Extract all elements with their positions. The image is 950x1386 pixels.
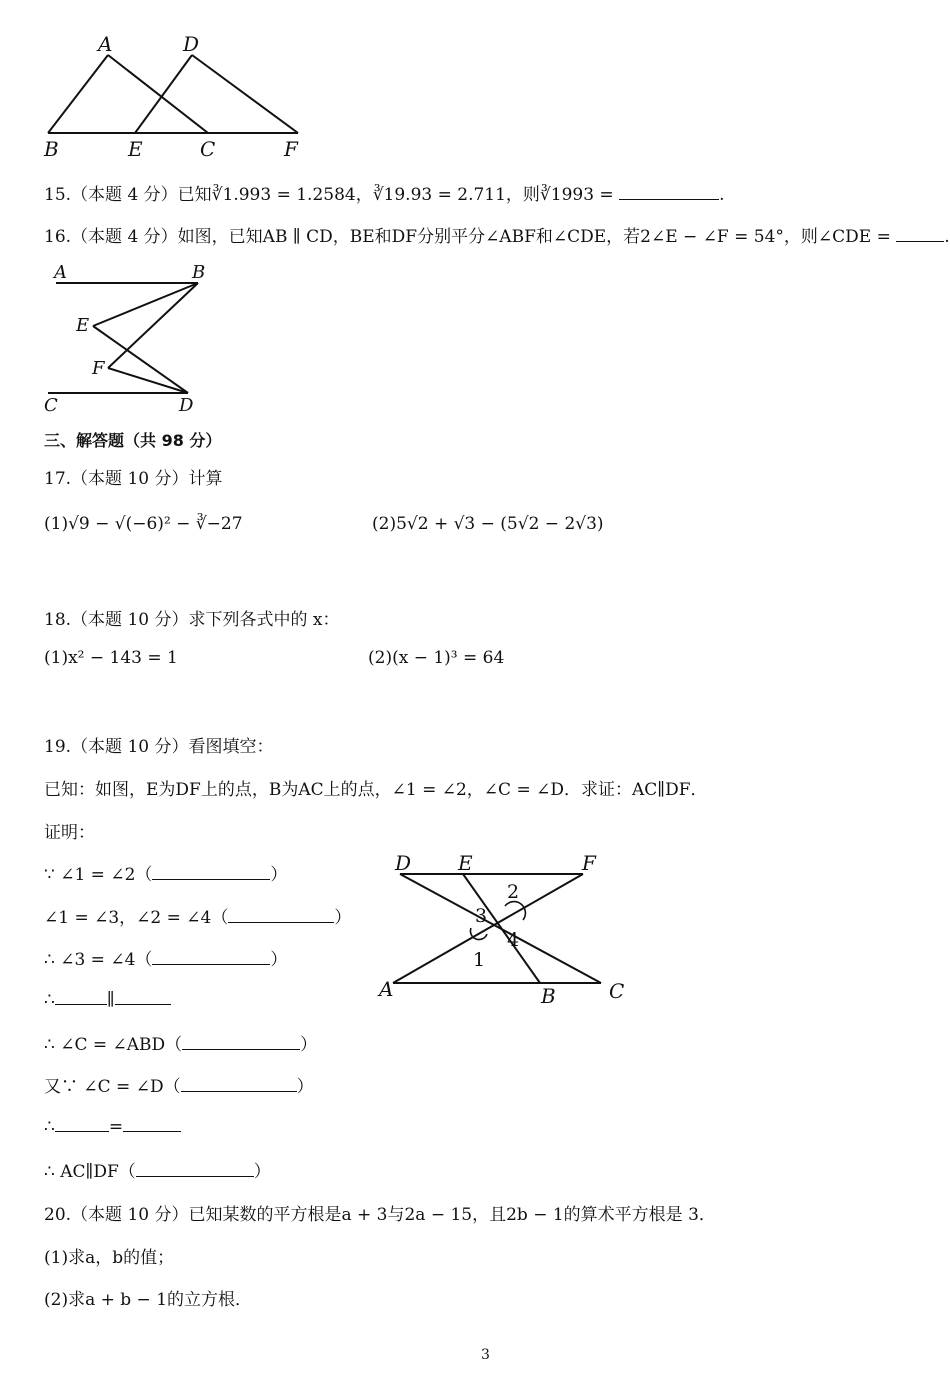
step-close: ） (300, 1035, 318, 1055)
step-close: ） (296, 1077, 314, 1097)
figure-q19-parallel (375, 848, 645, 1013)
proof-step-7 (44, 1115, 181, 1137)
step-close: ） (270, 865, 288, 885)
q16-suffix: . (944, 227, 950, 247)
step-close: ） (270, 950, 288, 970)
label-b: B (541, 984, 556, 1008)
reason-blank[interactable] (181, 1075, 297, 1092)
label-f: F (92, 358, 105, 379)
equals-symbol: = (108, 1117, 124, 1137)
label-d: D (183, 32, 200, 56)
label-c: C (200, 137, 216, 161)
label-c: C (609, 979, 625, 1003)
proof-step-3 (44, 945, 287, 970)
line-blank-2[interactable] (115, 988, 171, 1005)
parallel-symbol: ∥ (106, 990, 115, 1010)
question-19-title: 19.（本题 10 分）看图填空： (44, 737, 274, 757)
label-d: D (179, 395, 194, 416)
reason-blank[interactable] (136, 1160, 254, 1177)
q17-part-1: (1)√9 − √(−6)² − ∛−27 (44, 514, 243, 534)
q20-part-2: (2)求a + b − 1的立方根． (44, 1290, 253, 1310)
q19-proof-label: 证明： (44, 823, 95, 843)
question-15 (44, 180, 724, 205)
question-18-title: 18.（本题 10 分）求下列各式中的 x： (44, 610, 340, 630)
q18-part-1: (1)x² − 143 = 1 (44, 648, 178, 668)
reason-blank[interactable] (182, 1033, 300, 1050)
label-a: A (98, 32, 113, 56)
q16-body: AB ∥ CD，BE和DF分别平分∠ABF和∠CDE，若2∠E − ∠F = 54°，则∠CDE = (262, 227, 891, 247)
proof-step-1 (44, 860, 287, 885)
label-f: F (284, 137, 298, 161)
q18-part-2: (2)(x − 1)³ = 64 (368, 648, 505, 668)
figure-triangles-abc-def (40, 28, 320, 163)
label-b: B (192, 262, 206, 283)
step-close: ） (253, 1162, 271, 1182)
angle-blank-1[interactable] (55, 1115, 109, 1132)
step-text: ∠1 = ∠3，∠2 = ∠4（ (44, 908, 229, 928)
angle-label-3: 3 (475, 905, 488, 927)
proof-step-6 (44, 1072, 314, 1097)
step-text: ∴ ∠3 = ∠4（ (44, 950, 153, 970)
section-heading: 三、解答题（共 98 分） (44, 431, 222, 450)
proof-step-8 (44, 1157, 271, 1182)
step-text: ∴ ∠C = ∠ABD（ (44, 1035, 183, 1055)
label-e: E (458, 851, 473, 875)
question-20-title: 20.（本题 10 分）已知某数的平方根是a + 3与2a − 15，且2b − 1的算术平方根是 3． (44, 1205, 716, 1225)
label-f: F (582, 851, 596, 875)
label-e: E (76, 315, 90, 336)
q15-answer-blank[interactable] (619, 183, 719, 200)
label-e: E (128, 137, 143, 161)
proof-step-2 (44, 903, 351, 928)
step-text: ∴ AC∥DF（ (44, 1162, 136, 1182)
label-b: B (44, 137, 59, 161)
q16-prefix: 16.（本题 4 分）如图，已知 (44, 227, 263, 247)
label-a: A (379, 977, 394, 1001)
label-a: A (54, 262, 67, 283)
reason-blank[interactable] (152, 863, 270, 880)
step-text: ∵ ∠1 = ∠2（ (44, 865, 153, 885)
angle-label-4: 4 (507, 929, 520, 951)
label-c: C (44, 395, 58, 416)
angle-label-2: 2 (507, 881, 520, 903)
angle-blank-2[interactable] (123, 1115, 181, 1132)
step-text: 又∵ ∠C = ∠D（ (44, 1077, 181, 1097)
q15-body: ∛1.993 = 1.2584，∛19.93 = 2.711，则∛1993 = (211, 185, 614, 205)
line-blank-1[interactable] (55, 988, 107, 1005)
q15-suffix: . (719, 185, 725, 205)
label-d: D (395, 851, 412, 875)
q15-prefix: 15.（本题 4 分）已知 (44, 185, 212, 205)
angle-label-1: 1 (473, 949, 486, 971)
q19-given: 已知：如图，E为DF上的点，B为AC上的点，∠1 = ∠2，∠C = ∠D．求证：AC∥DF． (44, 780, 708, 800)
step-text: ∴ (44, 990, 55, 1010)
reason-blank[interactable] (228, 906, 334, 923)
q16-answer-blank[interactable] (896, 225, 944, 242)
question-16 (44, 222, 950, 247)
question-17-title: 17.（本题 10 分）计算 (44, 469, 223, 489)
proof-step-5 (44, 1030, 317, 1055)
step-close: ） (334, 908, 352, 928)
q20-part-1: (1)求a，b的值； (44, 1248, 175, 1268)
reason-blank[interactable] (152, 948, 270, 965)
page-number: 3 (481, 1347, 490, 1363)
proof-step-4 (44, 988, 171, 1010)
figure-parallel-zigzag (38, 258, 218, 418)
step-text: ∴ (44, 1117, 55, 1137)
q17-part-2: (2)5√2 + √3 − (5√2 − 2√3) (372, 514, 604, 534)
